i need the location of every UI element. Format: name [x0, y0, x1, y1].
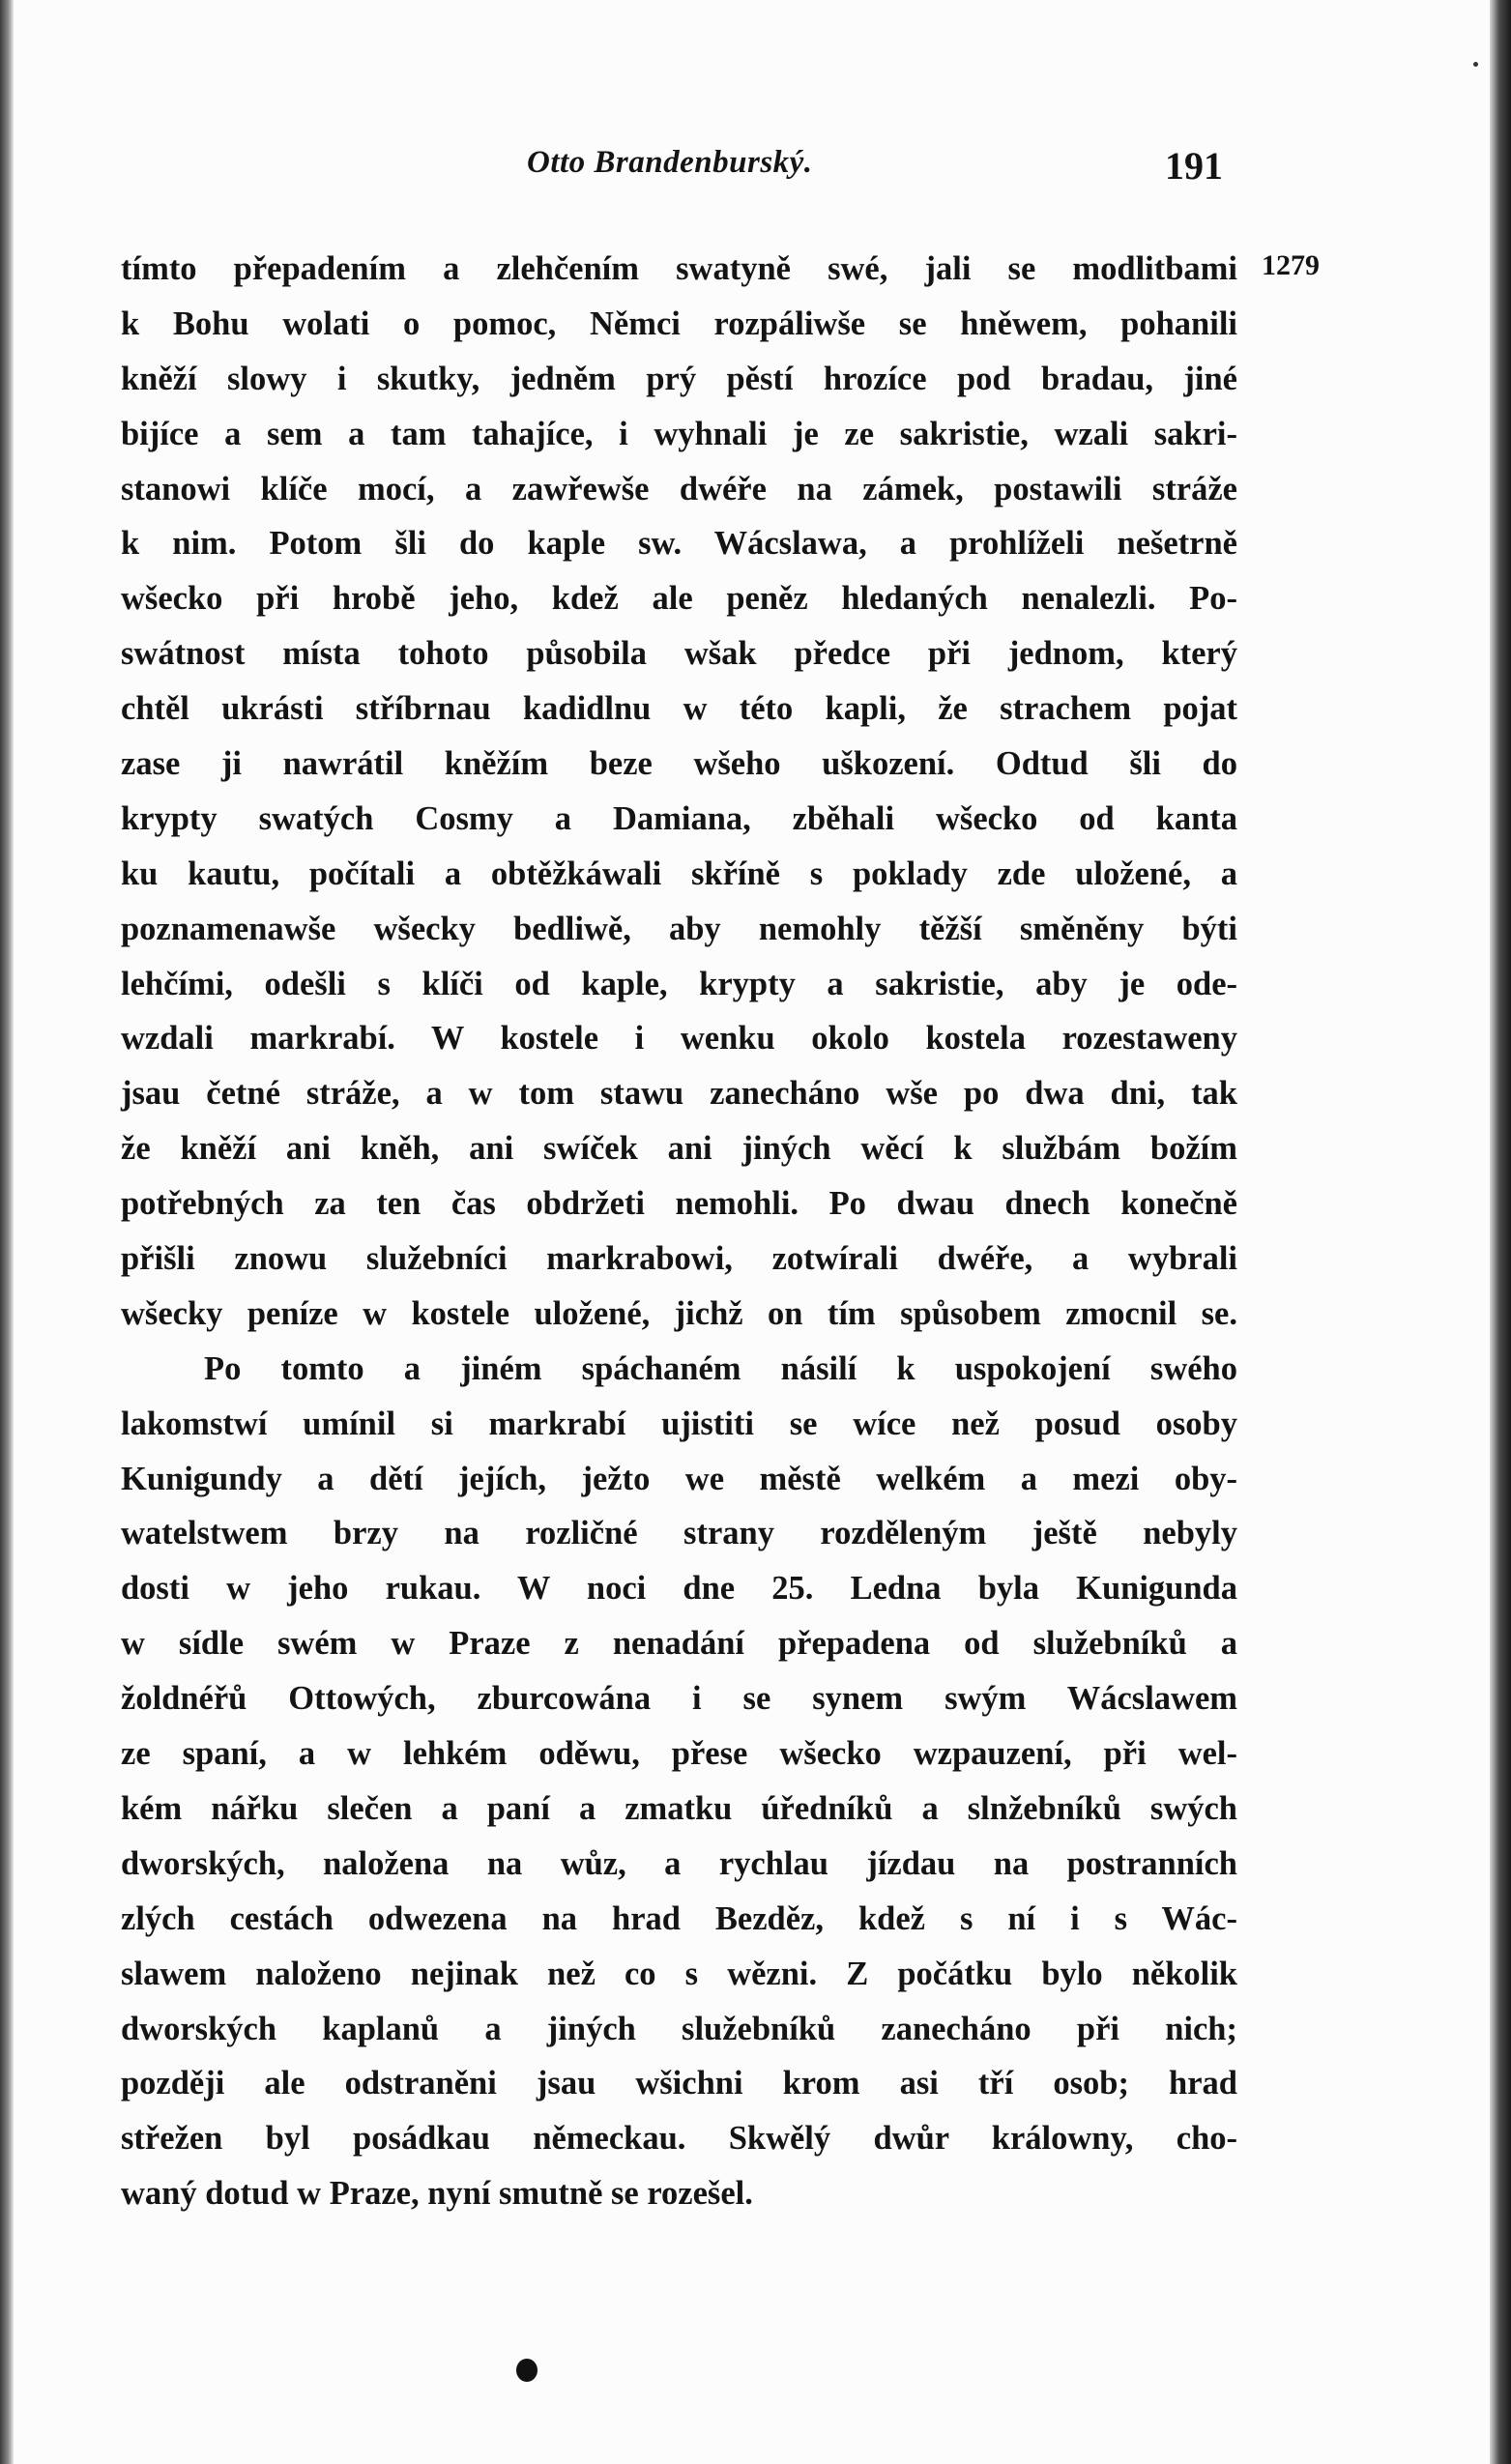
text-line: wšecky peníze w kostele uložené, jichž on tím spůsobem zmocnil se. [121, 1294, 1237, 1332]
text-line: jsau četné stráže, a w tom stawu zanecháno wše po dwa dni, tak [121, 1075, 1237, 1113]
text-line: tímto přepadením a zlehčením swatyně swé, jali se modlitbami [121, 250, 1237, 287]
text-line: poznamenawše wšecky bedliwě, aby nemohly těžší směněny býti [121, 910, 1237, 947]
text-line: krypty swatých Cosmy a Damiana, zběhali wšecko od kanta [121, 799, 1237, 837]
text-line: přišli znowu služebníci markrabowi, zotwírali dwéře, a wybrali [121, 1240, 1237, 1278]
text-line: dworských, naložena na wůz, a rychlau jízdau na postranních [121, 1844, 1237, 1882]
text-line: žoldnéřů Ottowých, zburcowána i se synem swým Wácslawem [121, 1680, 1237, 1718]
text-line: k nim. Potom šli do kaple sw. Wácslawa, a prohlíželi nešetrně [121, 525, 1237, 563]
paragraph [121, 1342, 1237, 2221]
text-line: potřebných za ten čas obdržeti nemohli. Po dwau dnech konečně [121, 1185, 1237, 1223]
text-line: ku kautu, počítali a obtěžkáwali skříně s poklady zde uložené, a [121, 855, 1237, 892]
text-line: zlých cestách odwezena na hrad Bezděz, kdež s ní i s Wác- [121, 1899, 1237, 1937]
text-line: swátnost místa tohoto působila wšak předce při jednom, který [121, 635, 1237, 673]
text-line: lehčími, odešli s klíči od kaple, krypty a sakristie, aby je ode- [121, 965, 1237, 1002]
text-line: w sídle swém w Praze z nenadání přepadena od služebníků a [121, 1625, 1237, 1663]
text-line: watelstwem brzy na rozličné strany rozděleným ještě nebyly [121, 1515, 1237, 1552]
text-line: k Bohu wolati o pomoc, Němci rozpáliwše se hněwem, pohanili [121, 304, 1237, 342]
text-line: wzdali markrabí. W kostele i wenku okolo kostela rozestaweny [121, 1020, 1237, 1058]
margin-year-note: 1279 [1262, 249, 1320, 281]
text-line: Po tomto a jiném spáchaném násilí k uspokojení swého [204, 1349, 1237, 1387]
text-line: střežen byl posádkau německau. Skwělý dwůr králowny, cho- [121, 2120, 1237, 2158]
text-line: ze spaní, a w lehkém oděwu, přese wšecko wzpauzení, při wel- [121, 1735, 1237, 1773]
running-head: Otto Brandenburský. [527, 145, 813, 180]
ink-blot [516, 2359, 538, 2382]
text-line: waný dotud w Praze, nyní smutně se rozešel. [121, 2175, 753, 2213]
page-right-edge [1490, 0, 1511, 2464]
text-line: wšecko při hrobě jeho, kdež ale peněz hledaných nenalezli. Po- [121, 580, 1237, 618]
page-number: 191 [1165, 144, 1223, 188]
text-line: kém nářku slečen a paní a zmatku úředníků a slnžebníků swých [121, 1789, 1237, 1827]
text-line: dworských kaplanů a jiných služebníků zanecháno při nich; [121, 2010, 1237, 2047]
text-line: lakomstwí umínil si markrabí ujistiti se wíce než posud osoby [121, 1405, 1237, 1442]
text-line: bijíce a sem a tam tahajíce, i wyhnali je ze sakristie, wzali sakri- [121, 415, 1237, 452]
text-line: později ale odstraněni jsau wšichni krom asi tří osob; hrad [121, 2065, 1237, 2102]
text-line: stanowi klíče mocí, a zawřewše dwéře na zámek, postawili stráže [121, 470, 1237, 507]
body-text [121, 242, 1237, 2221]
text-line: zase ji nawrátil kněžím beze wšeho uškození. Odtud šli do [121, 745, 1237, 783]
text-line: dosti w jeho rukau. W noci dne 25. Ledna byla Kunigunda [121, 1570, 1237, 1608]
text-line: chtěl ukrásti stříbrnau kadidlnu w této kapli, že strachem pojat [121, 690, 1237, 728]
page-left-edge [0, 0, 14, 2464]
text-line: Kunigundy a dětí jejích, ježto we městě welkém a mezi oby- [121, 1460, 1237, 1497]
ink-speck [1473, 62, 1478, 67]
text-line: kněží slowy i skutky, jedněm prý pěstí hrozíce pod bradau, jiné [121, 360, 1237, 397]
text-line: slawem naloženo nejinak než co s wězni. Z počátku bylo několik [121, 1955, 1237, 1992]
text-line: že kněží ani kněh, ani swíček ani jiných wěcí k službám božím [121, 1130, 1237, 1168]
paragraph [121, 242, 1237, 1342]
